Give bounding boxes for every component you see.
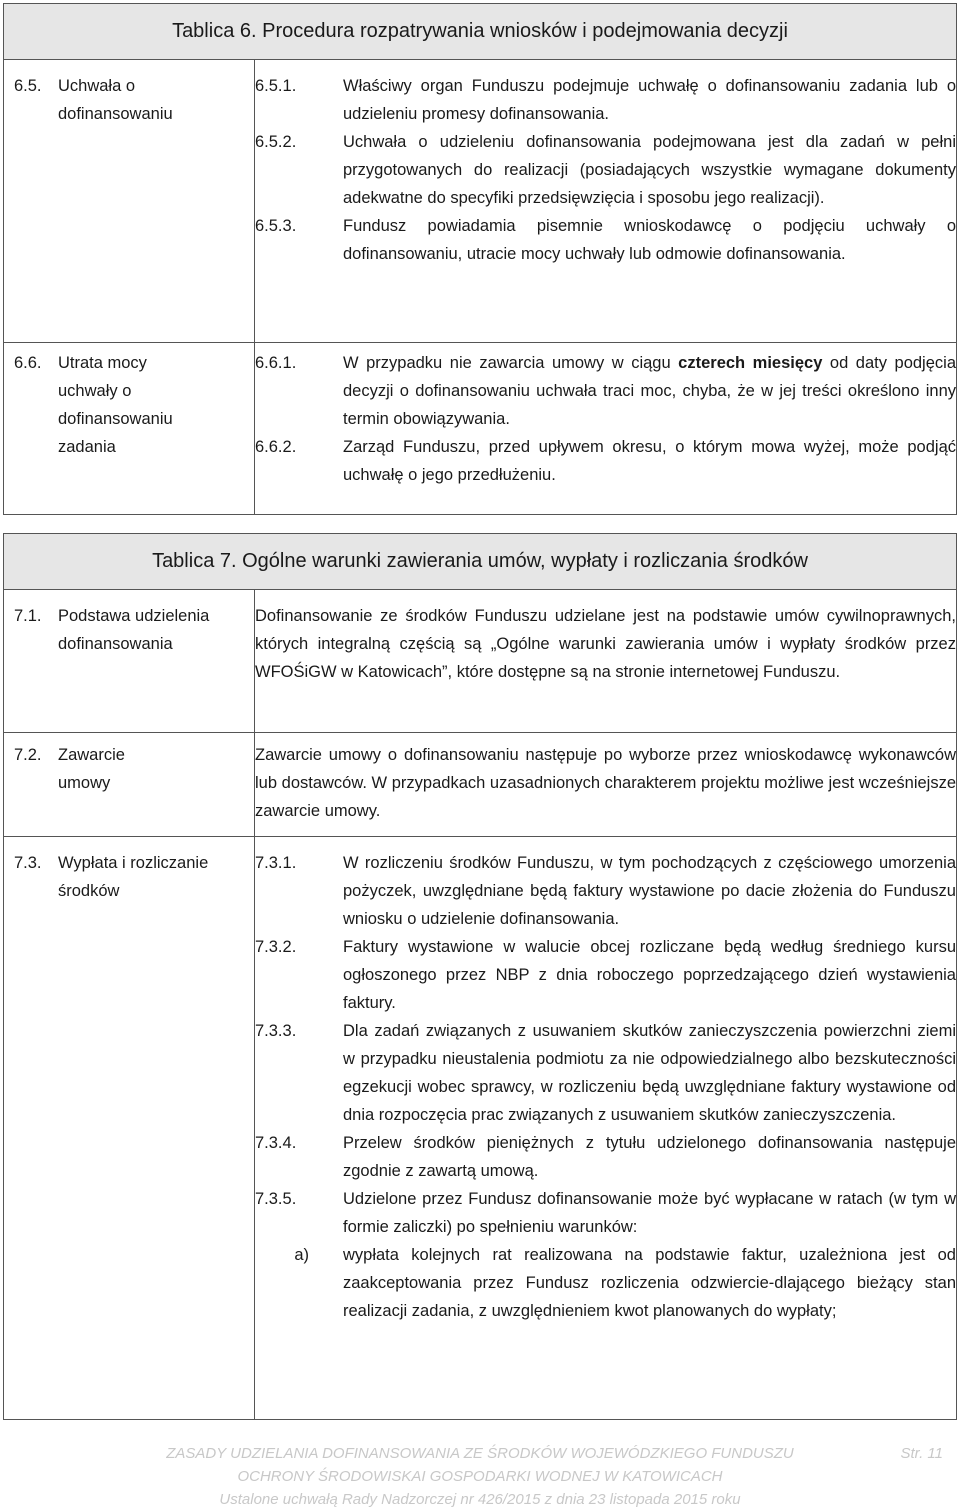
table-row	[4, 590, 957, 733]
section-7-2-label-cell	[4, 733, 255, 837]
item-text: Fundusz powiadamia pisemnie wnioskodawcę o podjęciu uchwały o dofinansowaniu, utracie mocy uchwały lub odmowie dofinansowania.	[343, 217, 956, 263]
item-number: 6.5.1.	[255, 77, 297, 95]
section-label: Zawarcie umowy	[58, 746, 125, 792]
item-number: 6.6.1.	[255, 354, 297, 372]
item-text-part: od daty podjęcia decyzji o dofinansowaniu uchwała traci moc, chyba, że w jej treści określono inny termin obowiązywania.	[343, 354, 956, 428]
table-row	[4, 60, 957, 343]
table-7	[3, 533, 957, 1420]
item-text: Uchwała o udzieleniu dofinansowania podejmowana jest dla zadań w pełni przygotowanych do realizacji (posiadających wszystkie wymagane dokumenty adekwatne do specyfiki przedsięwzięcia i sposobu jego realizacji).	[343, 133, 956, 207]
section-7-1-body	[255, 590, 957, 733]
section-number: 7.2.	[14, 746, 42, 764]
footer-line-3: Ustalone uchwałą Rady Nadzorczej nr 426/2015 z dnia 23 listopada 2015 roku	[219, 1491, 741, 1508]
section-6-6-body	[255, 343, 957, 515]
section-7-3-label-cell	[4, 837, 255, 1420]
list-item	[255, 433, 956, 489]
list-item	[255, 72, 956, 128]
item-letter: a)	[294, 1246, 309, 1264]
paragraph: Dofinansowanie ze środków Funduszu udzielane jest na podstawie umów cywilnoprawnych, których integralną częścią są „Ogólne warunki zawierania umów i wypłaty środków przez WFOŚiGW w Katowicach”, które dostępne są na stronie internetowej Funduszu.	[255, 607, 956, 681]
list-item	[255, 933, 956, 1017]
page-footer	[0, 1442, 960, 1511]
table-row	[4, 343, 957, 515]
footer-line-1: ZASADY UDZIELANIA DOFINANSOWANIA ZE ŚRODKÓW WOJEWÓDZKIEGO FUNDUSZU	[166, 1445, 794, 1462]
section-6-5-body	[255, 60, 957, 343]
item-text: wypłata kolejnych rat realizowana na podstawie faktur, uzależniona jest od zaakceptowania przez Fundusz rozliczenia odzwiercie-dlającego bieżący stan realizacji zadania, z uwzględnieniem kwot planowanych do wypłaty;	[343, 1246, 956, 1320]
list-item	[255, 849, 956, 933]
item-text: W rozliczeniu środków Funduszu, w tym pochodzących z częściowego umorzenia pożyczek, uwzględniane będą faktury wystawione po dacie złożenia do Funduszu wniosku o udzielenie dofinansowania.	[343, 854, 956, 928]
item-number: 6.5.3.	[255, 217, 297, 235]
section-number: 7.1.	[14, 607, 42, 625]
list-item	[255, 1017, 956, 1129]
list-item	[255, 128, 956, 212]
item-text: Przelew środków pieniężnych z tytułu udzielonego dofinansowania następuje zgodnie z zawartą umową.	[343, 1134, 956, 1180]
table-7-title-text: Tablica 7. Ogólne warunki zawierania umów, wypłaty i rozliczania środków	[152, 550, 808, 572]
table-6-title-text: Tablica 6. Procedura rozpatrywania wniosków i podejmowania decyzji	[172, 20, 788, 42]
list-item	[255, 349, 956, 433]
item-number: 7.3.4.	[255, 1134, 297, 1152]
section-label: Uchwała o dofinansowaniu	[58, 77, 173, 123]
item-text-part: W przypadku nie zawarcia umowy w ciągu	[343, 354, 679, 372]
section-number: 6.6.	[14, 354, 42, 372]
section-number: 6.5.	[14, 77, 42, 95]
item-number: 7.3.3.	[255, 1022, 297, 1040]
section-number: 7.3.	[14, 854, 42, 872]
table-row	[4, 733, 957, 837]
table-6	[3, 3, 957, 515]
list-item	[255, 1241, 956, 1325]
section-6-6-label-cell	[4, 343, 255, 515]
item-number: 6.5.2.	[255, 133, 297, 151]
table-row	[4, 837, 957, 1420]
item-number: 7.3.5.	[255, 1190, 297, 1208]
section-label: Wypłata i rozliczanie środków	[58, 854, 209, 900]
section-label: Podstawa udzielenia dofinansowania	[58, 607, 210, 653]
item-text: Udzielone przez Fundusz dofinansowanie może być wypłacane w ratach (w tym w formie zaliczki) po spełnieniu warunków:	[343, 1190, 956, 1236]
table-6-title	[4, 4, 957, 60]
list-item	[255, 1185, 956, 1241]
item-text: Faktury wystawione w walucie obcej rozliczane będą według średniego kursu ogłoszonego przez NBP z dnia roboczego poprzedzającego dzień wystawienia faktury.	[343, 938, 956, 1012]
page-number: Str. 11	[900, 1445, 943, 1462]
table-7-title	[4, 534, 957, 590]
item-text: Dla zadań związanych z usuwaniem skutków zanieczyszczenia powierzchni ziemi w przypadku nieustalenia podmiotu za nie odpowiedzialnego albo bezskuteczności egzekucji wobec sprawcy, w rozliczeniu będą uwzględniane faktury wystawione od dnia rozpoczęcia prac związanych z usuwaniem skutków zanieczyszczenia.	[343, 1022, 956, 1124]
item-number: 6.6.2.	[255, 438, 297, 456]
item-text: Zarząd Funduszu, przed upływem okresu, o którym mowa wyżej, może podjąć uchwałę o jego przedłużeniu.	[343, 438, 956, 484]
section-6-5-label-cell	[4, 60, 255, 343]
section-label: Utrata mocy uchwały o dofinansowaniu zadania	[58, 354, 173, 456]
emphasis-text: czterech miesięcy	[678, 354, 823, 372]
section-7-3-body	[255, 837, 957, 1420]
paragraph: Zawarcie umowy o dofinansowaniu następuje po wyborze przez wnioskodawcę wykonawców lub dostawców. W przypadkach uzasadnionych charakterem projektu możliwe jest wcześniejsze zawarcie umowy.	[255, 746, 956, 820]
list-item	[255, 212, 956, 268]
item-text	[343, 349, 956, 433]
item-number: 7.3.2.	[255, 938, 297, 956]
section-7-2-body	[255, 733, 957, 837]
item-text: Właściwy organ Funduszu podejmuje uchwałę o dofinansowaniu zadania lub o udzieleniu promesy dofinansowania.	[343, 77, 956, 123]
footer-line-2: OCHRONY ŚRODOWISKAI GOSPODARKI WODNEJ W KATOWICACH	[237, 1468, 723, 1485]
section-7-1-label-cell	[4, 590, 255, 733]
list-item	[255, 1129, 956, 1185]
item-number: 7.3.1.	[255, 854, 297, 872]
